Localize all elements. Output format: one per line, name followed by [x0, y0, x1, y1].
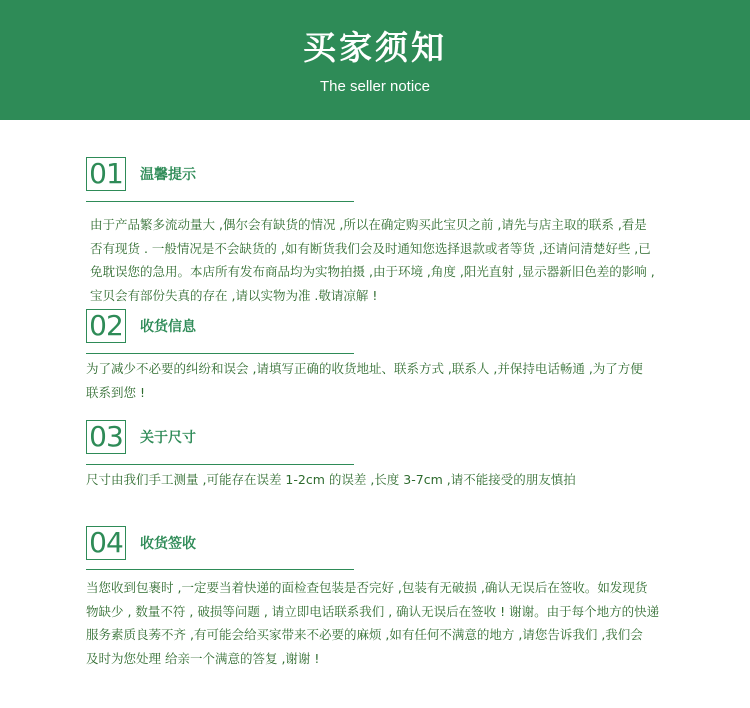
- body-line: 物缺少 , 数量不符 , 破损等问题 , 请立即电话联系我们 , 确认无误后在签收 ! 谢谢。由于每个地方的快递: [86, 603, 660, 619]
- section-number: 03: [86, 420, 126, 454]
- section-number: 02: [86, 309, 126, 343]
- section-divider: [86, 464, 354, 465]
- section-divider: [86, 569, 354, 570]
- body-line: 服务素质良莠不齐 ,有可能会给买家带来不必要的麻烦 ,如有任何不满意的地方 ,请您告诉我们 ,我们会: [86, 627, 643, 642]
- body-line: 当您收到包裹时 ,一定要当着快递的面检查包装是否完好 ,包装有无破损 ,确认无误后在签收。如发现货: [86, 580, 648, 595]
- body-line: 否有现货 . 一般情况是不会缺货的 ,如有断货我们会及时通知您选择退款或者等货 ,还请问清楚好些 ,已: [90, 240, 651, 256]
- page-title: 买家须知: [303, 28, 447, 67]
- section-heading: 关于尺寸: [140, 430, 196, 446]
- section-body: [86, 357, 643, 404]
- body-line: 由于产品繁多流动量大 ,偶尔会有缺货的情况 ,所以在确定购买此宝贝之前 ,请先与店主取的联系 ,看是: [90, 217, 647, 232]
- body-line: 免耽误您的急用。本店所有发布商品均为实物拍摄 ,由于环境 ,角度 ,阳光直射 ,显示器新旧色差的影响 ,: [90, 264, 655, 279]
- header-banner: [0, 0, 750, 120]
- section-divider: [86, 353, 354, 354]
- body-line: 为了减少不必要的纠纷和误会 ,请填写正确的收货地址、联系方式 ,联系人 ,并保持电话畅通 ,为了方便: [86, 361, 643, 376]
- section-heading: 收货信息: [140, 319, 196, 335]
- section-body: [90, 213, 655, 307]
- body-line: 联系到您 !: [86, 384, 145, 400]
- page-subtitle: The seller notice: [319, 78, 431, 95]
- section-body: [86, 468, 576, 492]
- section-number: 01: [86, 157, 126, 191]
- section-heading: 温馨提示: [140, 167, 196, 183]
- body-line: 尺寸由我们手工测量 ,可能存在误差 1-2cm 的误差 ,长度 3-7cm ,请不能接受的朋友慎拍: [86, 472, 576, 487]
- section-body: [86, 576, 659, 670]
- section-number: 04: [86, 526, 126, 560]
- section-divider: [86, 201, 354, 202]
- body-line: 及时为您处理 给亲一个满意的答复 ,谢谢 !: [86, 650, 320, 666]
- section-heading: 收货签收: [140, 536, 196, 552]
- body-line: 宝贝会有部份失真的存在 ,请以实物为准 .敬请凉解 !: [90, 287, 378, 303]
